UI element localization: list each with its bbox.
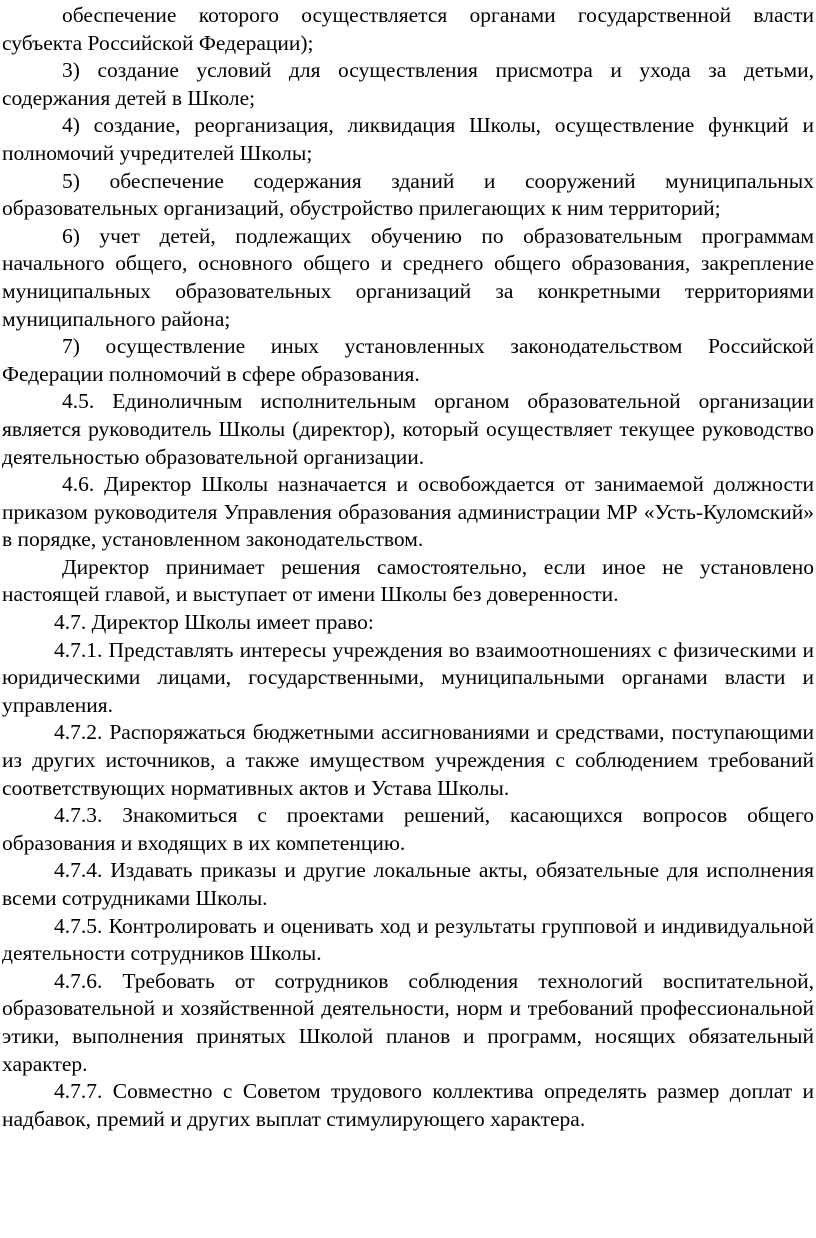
paragraph-section-4-7-4: 4.7.4. Издавать приказы и другие локальные акты, обязательные для исполнения всеми сотрудниками Школы. [2,858,814,910]
paragraph-section-4-6: 4.6. Директор Школы назначается и освобождается от занимаемой должности приказом руководителя Управления образования администрации МР «Усть-Куломский» в порядке, установленном законодательством. [2,472,814,552]
paragraph-section-4-7-5: 4.7.5. Контролировать и оценивать ход и результаты групповой и индивидуальной деятельности сотрудников Школы. [2,913,814,966]
paragraph-item-5: 5) обеспечение содержания зданий и сооружений муниципальных образовательных организаций, обустройство прилегающих к ним территорий; [2,168,814,221]
paragraph-item-3: 3) создание условий для осуществления присмотра и ухода за детьми, содержания детей в Школе; [2,58,814,110]
paragraph-item-7: 7) осуществление иных установленных законодательством Российской Федерации полномочий в сфере образования. [2,334,814,386]
paragraph-section-4-7-2: 4.7.2. Распоряжаться бюджетными ассигнованиями и средствами, поступающими из других источников, а также имуществом учреждения с соблюдением требований соответствующих нормативных актов и Устава Школы. [2,720,814,800]
paragraph-section-4-7-1: 4.7.1. Представлять интересы учреждения во взаимоотношениях с физическими и юридическими лицами, государственными, муниципальными органами власти и управления. [2,637,814,717]
paragraph-section-4-7-7: 4.7.7. Совместно с Советом трудового коллектива определять размер доплат и надбавок, премий и других выплат стимулирующего характера. [2,1079,814,1131]
paragraph-continuation: обеспечение которого осуществляется органами государственной власти субъекта Российской Федерации); [2,3,814,55]
paragraph-item-6: 6) учет детей, подлежащих обучению по образовательным программам начального общего, основного общего и среднего общего образования, закрепление муниципальных образовательных организаций за конкретными территориями муниципального района; [2,223,814,331]
paragraph-director-decisions: Директор принимает решения самостоятельно, если иное не установлено настоящей главой, и выступает от имени Школы без доверенности. [2,554,814,607]
paragraph-section-4-7-6: 4.7.6. Требовать от сотрудников соблюдения технологий воспитательной, образовательной и хозяйственной деятельности, норм и требований профессиональной этики, выполнения принятых Школой планов и программ, носящих обязательный характер. [2,968,814,1076]
paragraph-item-4: 4) создание, реорганизация, ликвидация Школы, осуществление функций и полномочий учредителей Школы; [2,113,814,165]
paragraph-section-4-7-3: 4.7.3. Знакомиться с проектами решений, касающихся вопросов общего образования и входящих в их компетенцию. [2,803,814,855]
paragraph-section-4-5: 4.5. Единоличным исполнительным органом образовательной организации является руководитель Школы (директор), который осуществляет текущее руководство деятельностью образовательной организации. [2,389,814,469]
paragraph-section-4-7: 4.7. Директор Школы имеет право: [54,610,374,635]
